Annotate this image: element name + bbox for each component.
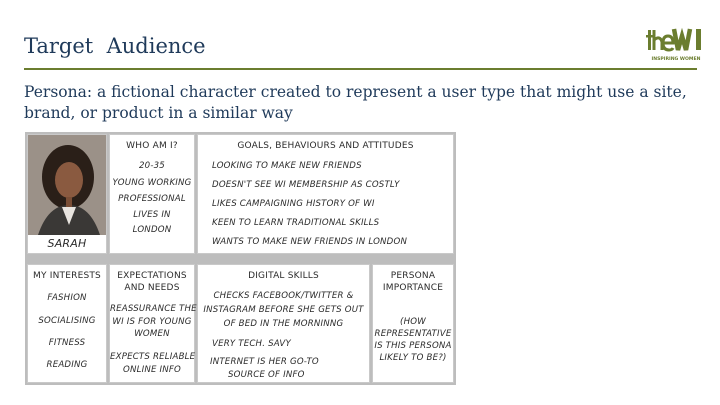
goal-line: LOOKING TO MAKE NEW FRIENDS [212,161,362,171]
interest-line: FITNESS [48,338,86,348]
logo-tagline: INSPIRING WOMEN [651,57,701,62]
wi-logo [646,26,706,66]
goal-line: LIKES CAMPAIGNING HISTORY OF WI [212,199,375,209]
goal-line: KEEN TO LEARN TRADITIONAL SKILLS [212,218,380,228]
slide-subtitle: Persona: a fictional character created to represent a user type that might use a site, brand, or product in a similar way [24,83,687,122]
who-line: YOUNG WORKING [112,178,192,188]
importance-title: PERSONA [390,271,436,281]
importance-line: IS THIS PERSONA [374,341,452,351]
digital-skills-panel [197,264,370,383]
digital-line: INTERNET IS HER GO-TO [210,357,319,367]
persona-board [25,132,456,385]
who-am-i-panel [109,134,195,254]
expectations-title: EXPECTATIONS [117,271,187,281]
title-rule [24,68,697,70]
interest-line: FASHION [47,293,87,303]
expectation-line: EXPECTS RELIABLE [110,352,196,362]
who-line: LIVES IN [133,210,171,220]
interest-line: READING [46,360,88,370]
digital-line: INSTAGRAM BEFORE SHE GETS OUT [203,305,364,315]
goal-line: DOESN'T SEE WI MEMBERSHIP AS COSTLY [212,180,400,190]
goal-line: WANTS TO MAKE NEW FRIENDS IN LONDON [212,237,408,247]
expectations-panel [109,264,195,383]
importance-title: IMPORTANCE [382,283,444,293]
digital-line: SOURCE OF INFO [228,370,305,380]
who-line: 20-35 [139,161,165,171]
expectation-line: REASSURANCE THE [110,304,197,314]
digital-line: OF BED IN THE MORNINNG [223,319,344,329]
expectation-line: ONLINE INFO [123,365,181,375]
digital-line: CHECKS FACEBOOK/TWITTER & [213,291,354,301]
interests-title: MY INTERESTS [33,271,101,281]
digital-line: VERY TECH. SAVY [212,339,291,349]
expectations-title: AND NEEDS [124,283,180,293]
who-am-i-title: WHO AM I? [126,141,178,151]
persona-name: SARAH [28,235,106,253]
who-line: PROFESSIONAL [118,194,186,204]
interests-panel [27,264,107,383]
persona-photo [27,134,107,254]
goals-title: GOALS, BEHAVIOURS AND ATTITUDES [237,141,414,151]
importance-panel [372,264,454,383]
importance-line: (HOW [400,317,426,327]
importance-line: REPRESENTATIVE [374,329,452,339]
expectation-line: WI IS FOR YOUNG [112,317,192,327]
slide-title: Target Audience [24,34,206,58]
digital-title: DIGITAL SKILLS [248,271,319,281]
person-illustration [28,135,106,235]
interest-line: SOCIALISING [38,316,96,326]
importance-line: LIKELY TO BE?) [379,353,447,363]
who-line: LONDON [132,225,172,235]
expectation-line: WOMEN [134,329,170,339]
goals-panel [197,134,454,254]
